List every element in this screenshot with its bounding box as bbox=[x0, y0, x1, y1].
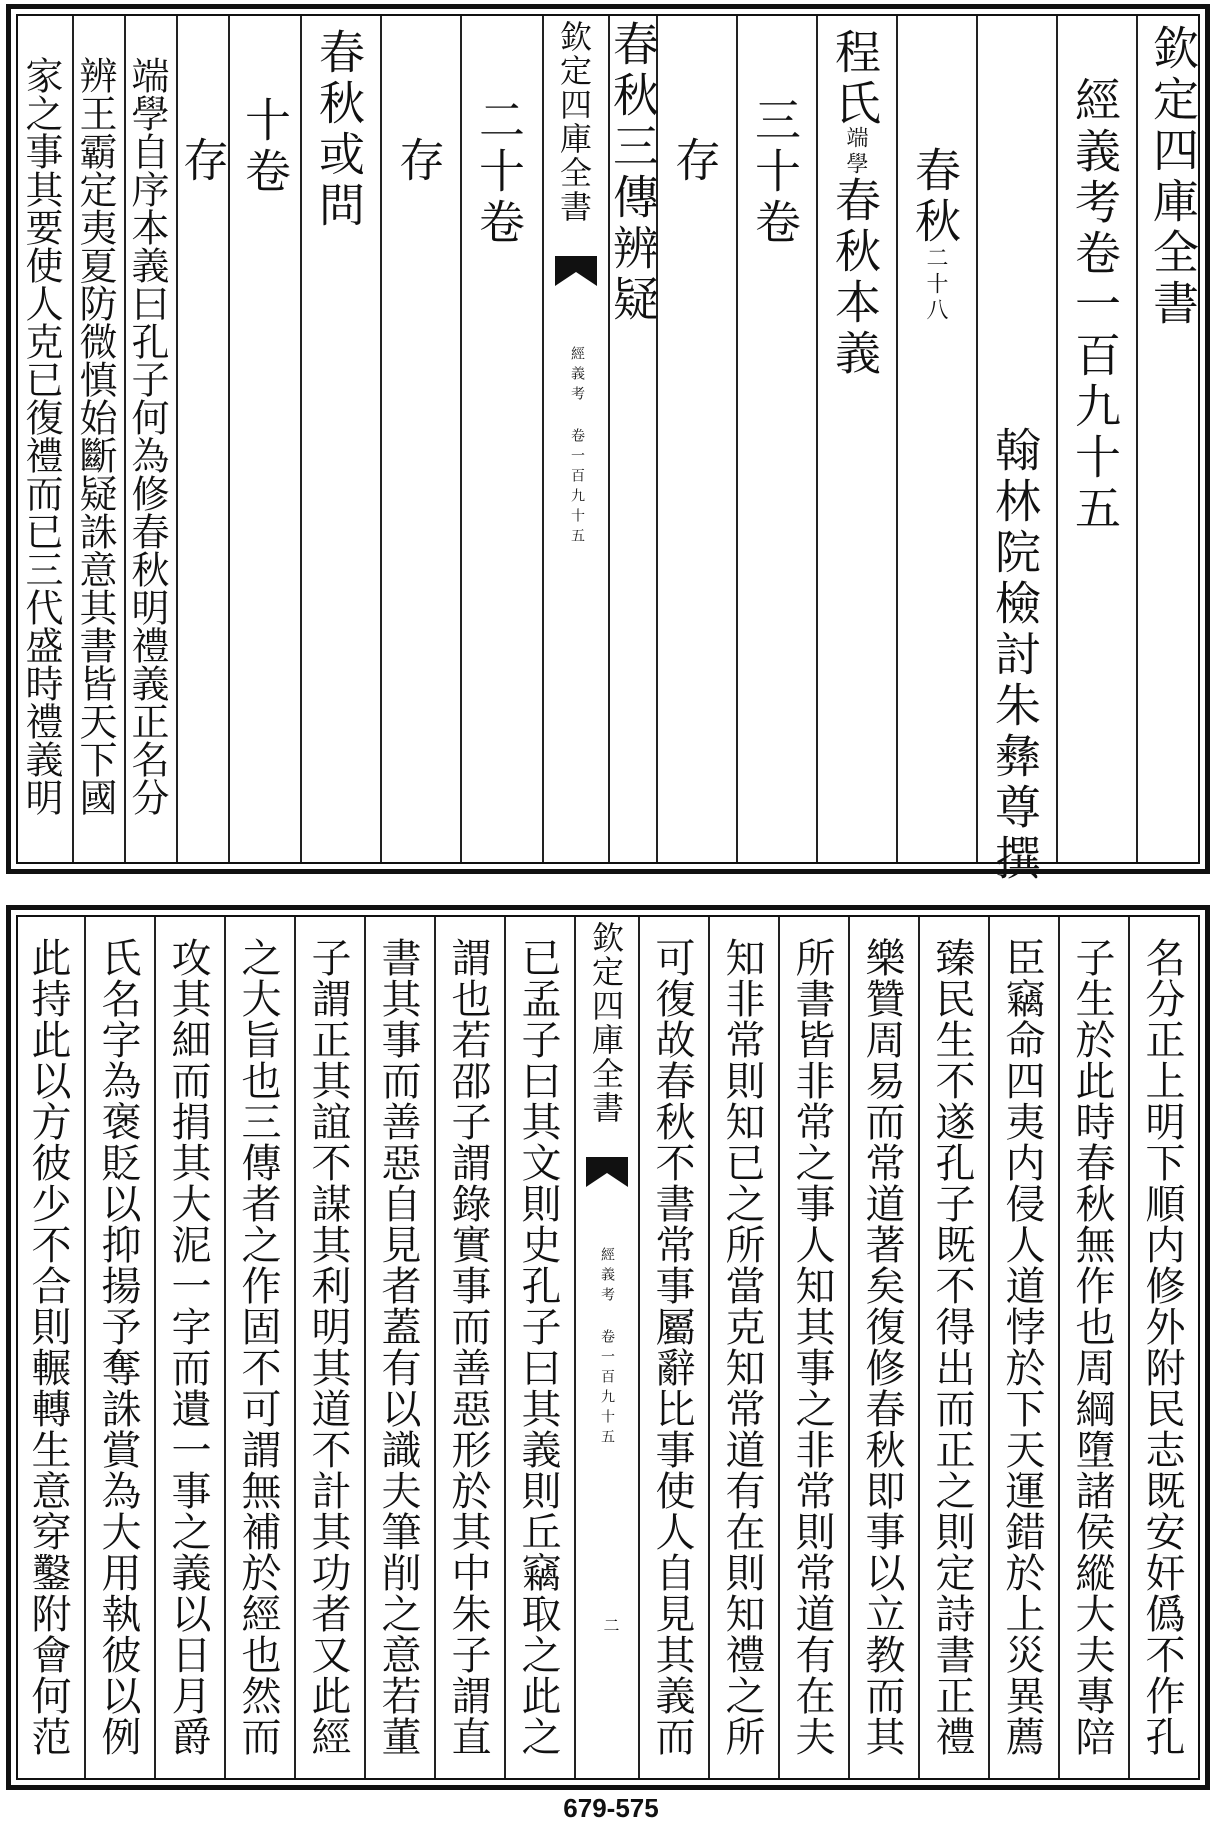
top-col-author bbox=[976, 16, 1058, 885]
top-spine-ref: 經義考 卷一百九十五 bbox=[569, 346, 585, 548]
top-spine-header: 欽定四庫全書 bbox=[555, 20, 593, 224]
compiler-name: 翰林院檢討朱彝尊撰 bbox=[988, 426, 1042, 885]
top-col-entry3-title bbox=[300, 16, 382, 862]
bottom-col-l8 bbox=[18, 917, 84, 1778]
text-line: 已孟子曰其文則史孔子曰其義則丘竊取之此之 bbox=[515, 937, 561, 1757]
entry1-status: 存 bbox=[668, 136, 722, 187]
entry1-author-given: 端學 bbox=[843, 126, 868, 178]
top-col-entry3-juan bbox=[228, 16, 302, 862]
bottom-col-r8 bbox=[638, 917, 710, 1778]
text-line: 子謂正其誼不謀其利明其道不計其功者又此經 bbox=[305, 937, 351, 1757]
text-line: 子生於此時春秋無作也周綱墮諸侯縱大夫專陪 bbox=[1069, 937, 1115, 1757]
bottom-col-l7 bbox=[84, 917, 156, 1778]
text-line: 名分正上明下順内修外附民志既安奸僞不作孔 bbox=[1139, 937, 1185, 1757]
top-header-title: 欽定四庫全書 bbox=[1146, 24, 1200, 330]
bottom-col-r2 bbox=[1058, 917, 1130, 1778]
entry1-title: 春秋本義 bbox=[828, 176, 882, 380]
text-line: 臻民生不遂孔子既不得出而正之則定詩書正禮 bbox=[929, 937, 975, 1757]
entry2-title: 春秋三傳辨疑 bbox=[606, 20, 660, 326]
top-col-voltitle bbox=[1056, 16, 1138, 862]
section-number: 二十八 bbox=[923, 246, 948, 324]
entry3-status: 存 bbox=[176, 136, 230, 187]
bottom-col-l5 bbox=[224, 917, 296, 1778]
bottom-col-l3 bbox=[364, 917, 436, 1778]
entry1-author: 程氏 bbox=[828, 28, 882, 130]
text-line: 謂也若邵子謂錄實事而善惡形於其中朱子謂直 bbox=[445, 937, 491, 1757]
text-line: 氏名字為褒貶以抑揚予奪誅賞為大用執彼以例 bbox=[95, 937, 141, 1757]
top-col-section bbox=[896, 16, 978, 862]
volume-title: 經義考卷一百九十五 bbox=[1068, 76, 1122, 535]
text-line: 可復故春秋不書常事屬辭比事使人自見其義而 bbox=[649, 937, 695, 1757]
text-line: 辨王霸定夷夏防微慎始斷疑誅意其書皆天下國 bbox=[73, 56, 117, 816]
bottom-spine-header: 欽定四庫全書 bbox=[587, 921, 625, 1125]
top-spine bbox=[542, 16, 610, 862]
top-col-text1 bbox=[124, 16, 178, 862]
entry3-juan: 十卷 bbox=[238, 96, 292, 198]
top-col-entry1-status bbox=[656, 16, 738, 862]
top-col-entry3-status bbox=[176, 16, 230, 862]
entry2-status: 存 bbox=[392, 136, 446, 187]
section-title: 春秋 bbox=[908, 146, 962, 248]
bottom-col-r1 bbox=[1128, 917, 1198, 1778]
text-line: 之大旨也三傳者之作固不可謂無補於經也然而 bbox=[235, 937, 281, 1757]
bottom-col-r7 bbox=[708, 917, 780, 1778]
entry3-title: 春秋或問 bbox=[312, 28, 366, 232]
bottom-col-r6 bbox=[778, 917, 850, 1778]
top-col-header bbox=[1136, 16, 1198, 862]
bottom-spine bbox=[574, 917, 640, 1778]
bottom-page bbox=[6, 905, 1210, 1790]
bottom-col-r5 bbox=[848, 917, 920, 1778]
text-line: 書其事而善惡自見者蓋有以識夫筆削之意若董 bbox=[375, 937, 421, 1757]
text-line: 攻其細而捐其大泥一字而遺一事之義以日月爵 bbox=[165, 937, 211, 1757]
bottom-col-r3 bbox=[988, 917, 1060, 1778]
top-col-entry2-status bbox=[380, 16, 462, 862]
entry1-juan: 三十卷 bbox=[748, 96, 802, 249]
fish-tail-icon bbox=[555, 256, 597, 302]
bottom-spine-ref: 經義考 卷一百九十五 bbox=[599, 1247, 615, 1449]
bottom-col-l1 bbox=[504, 917, 576, 1778]
top-col-entry1 bbox=[816, 16, 898, 862]
bottom-col-r4 bbox=[918, 917, 990, 1778]
page-number: 679-575 bbox=[563, 1793, 659, 1823]
text-line: 知非常則知已之所當克知常道有在則知禮之所 bbox=[719, 937, 765, 1757]
text-line: 此持此以方彼少不合則輾轉生意穿鑿附會何范 bbox=[25, 937, 71, 1757]
text-line: 臣竊命四夷内侵人道悖於下天運錯於上災異薦 bbox=[999, 937, 1045, 1757]
top-page-frame bbox=[16, 14, 1200, 885]
bottom-col-l6 bbox=[154, 917, 226, 1778]
text-line: 家之事其要使人克已復禮而已三代盛時禮義明 bbox=[19, 56, 63, 816]
fish-tail-icon bbox=[586, 1157, 628, 1203]
text-line: 樂贊周易而常道著矣復修春秋即事以立教而其 bbox=[859, 937, 905, 1757]
top-col-text3 bbox=[18, 16, 72, 862]
top-col-entry2-juan bbox=[460, 16, 542, 862]
bottom-col-l2 bbox=[434, 917, 506, 1778]
top-col-entry2-title bbox=[608, 16, 658, 862]
text-line: 端學自序本義曰孔子何為修春秋明禮義正名分 bbox=[125, 56, 169, 816]
bottom-spine-page: 二 bbox=[601, 1617, 620, 1639]
text-line: 所書皆非常之事人知其事之非常則常道有在夫 bbox=[789, 937, 835, 1757]
bottom-page-frame bbox=[16, 915, 1200, 1780]
top-col-entry1-juan bbox=[736, 16, 818, 862]
top-col-text2 bbox=[72, 16, 126, 862]
entry2-juan: 二十卷 bbox=[472, 96, 526, 249]
bottom-col-l4 bbox=[294, 917, 366, 1778]
top-page bbox=[6, 4, 1210, 885]
